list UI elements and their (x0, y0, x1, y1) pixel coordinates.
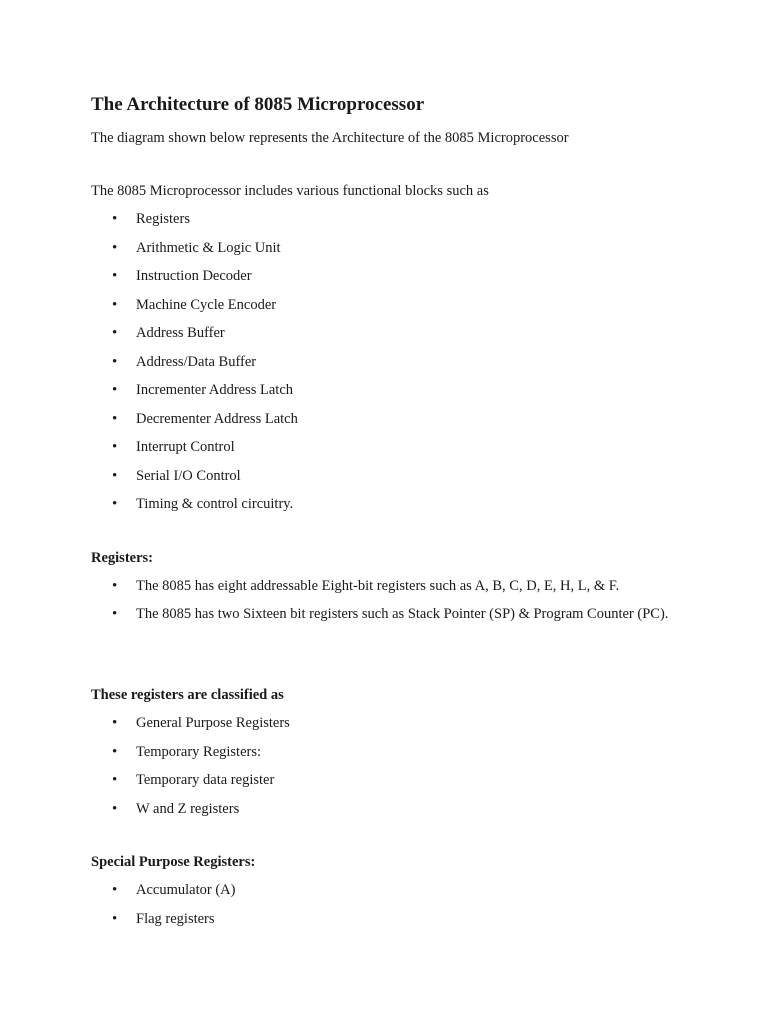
list-item: • Address Buffer (91, 323, 677, 352)
classified-list (91, 713, 677, 827)
functional-blocks-list (91, 209, 677, 523)
registers-list (91, 573, 677, 628)
list-item: • Temporary Registers: (91, 742, 677, 771)
list-item: • Arithmetic & Logic Unit (91, 238, 677, 267)
list-item: • Registers (91, 209, 677, 238)
list-item: • Flag registers (91, 909, 677, 938)
list-item: • W and Z registers (91, 799, 677, 828)
list-item: • The 8085 has eight addressable Eight-bit registers such as A, B, C, D, E, H, L, & F. (91, 573, 677, 600)
list-item: • General Purpose Registers (91, 713, 677, 742)
list-item: • Temporary data register (91, 770, 677, 799)
list-item: • Incrementer Address Latch (91, 380, 677, 409)
intro-paragraph: The diagram shown below represents the Architecture of the 8085 Microprocessor (91, 130, 569, 146)
list-item: • Decrementer Address Latch (91, 409, 677, 438)
list-item: • Serial I/O Control (91, 466, 677, 495)
list-item: • Accumulator (A) (91, 880, 677, 909)
list-item: • The 8085 has two Sixteen bit registers such as Stack Pointer (SP) & Program Counter (PC). (91, 601, 677, 628)
list-item: • Interrupt Control (91, 437, 677, 466)
list-item: • Address/Data Buffer (91, 352, 677, 381)
page-title: The Architecture of 8085 Microprocessor (91, 94, 425, 115)
special-heading: Special Purpose Registers: (91, 854, 256, 870)
list-item: • Timing & control circuitry. (91, 494, 677, 523)
list-item: • Machine Cycle Encoder (91, 295, 677, 324)
special-list (91, 880, 677, 937)
registers-heading: Registers: (91, 550, 154, 566)
blocks-intro-paragraph: The 8085 Microprocessor includes various functional blocks such as (91, 183, 489, 199)
classified-heading: These registers are classified as (91, 687, 284, 703)
list-item: • Instruction Decoder (91, 266, 677, 295)
